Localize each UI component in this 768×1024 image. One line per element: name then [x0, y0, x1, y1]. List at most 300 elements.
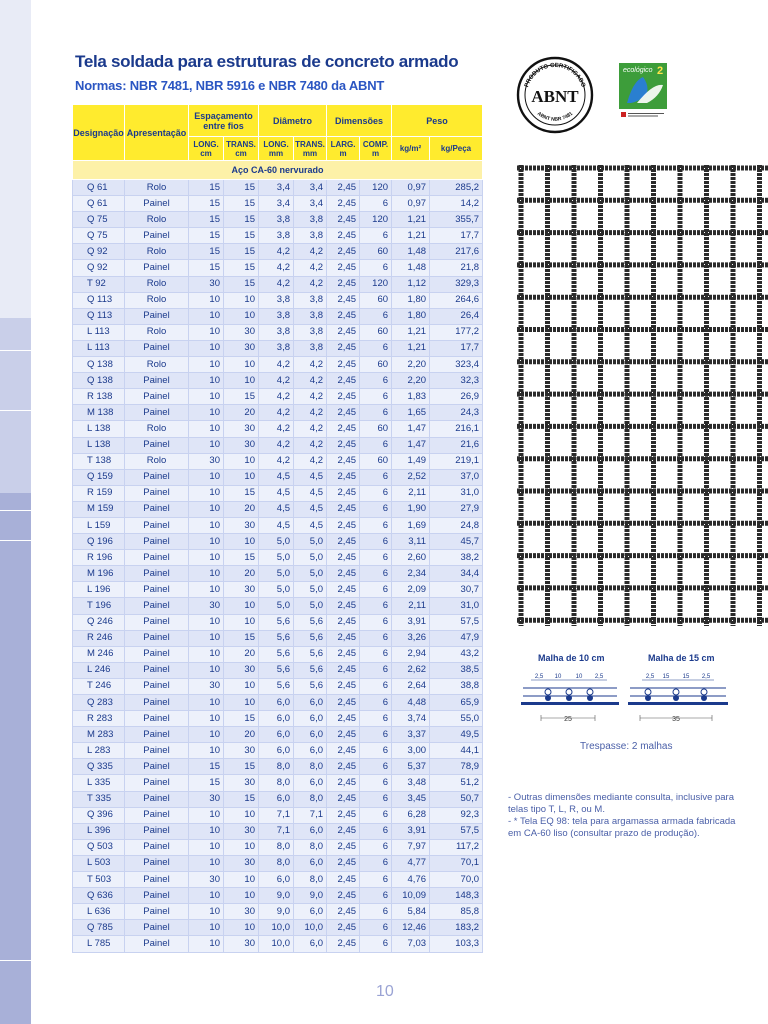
table-cell: 9,0: [259, 904, 294, 920]
table-cell: 5,0: [294, 534, 327, 550]
table-cell: 78,9: [430, 759, 483, 775]
table-cell: 2,45: [327, 228, 360, 244]
table-cell: 10: [189, 405, 224, 421]
table-cell: 6: [360, 727, 392, 743]
table-cell: Painel: [125, 308, 189, 324]
table-cell: 10,0: [259, 920, 294, 936]
table-cell: 2,45: [327, 678, 360, 694]
table-cell: 10: [189, 534, 224, 550]
table-row: [73, 292, 483, 308]
table-cell: 5,6: [294, 678, 327, 694]
diagram-10cm-title: Malha de 10 cm: [538, 653, 605, 663]
table-cell: Painel: [125, 662, 189, 678]
table-cell: 4,2: [259, 421, 294, 437]
table-cell: 1,83: [392, 389, 430, 405]
table-cell: 2,45: [327, 180, 360, 196]
table-cell: L 283: [73, 743, 125, 759]
table-cell: 45,7: [430, 534, 483, 550]
table-cell: 3,37: [392, 727, 430, 743]
abnt-ring-top-text: PRODUTO CERTIFICADO: [524, 62, 586, 89]
table-row: [73, 389, 483, 405]
table-cell: 5,6: [294, 662, 327, 678]
table-cell: 6: [360, 807, 392, 823]
table-cell: 4,2: [259, 405, 294, 421]
table-cell: 10: [189, 662, 224, 678]
table-cell: 4,2: [294, 244, 327, 260]
table-cell: 37,0: [430, 469, 483, 485]
table-cell: 4,2: [294, 405, 327, 421]
table-cell: 4,48: [392, 695, 430, 711]
table-cell: 10: [189, 340, 224, 356]
table-cell: 4,2: [259, 437, 294, 453]
table-row: [73, 373, 483, 389]
table-cell: T 335: [73, 791, 125, 807]
table-cell: Painel: [125, 759, 189, 775]
table-cell: 30: [224, 743, 259, 759]
table-cell: 6: [360, 775, 392, 791]
table-cell: 2,20: [392, 357, 430, 373]
table-cell: 6: [360, 260, 392, 276]
trespasse-label: Trespasse: 2 malhas: [580, 741, 673, 752]
table-cell: Painel: [125, 695, 189, 711]
table-row: [73, 791, 483, 807]
header-long-mm: LONG. mm: [259, 137, 294, 161]
table-cell: 30: [224, 775, 259, 791]
table-cell: 4,2: [294, 276, 327, 292]
table-row: [73, 485, 483, 501]
dim-label: 15: [662, 674, 670, 680]
table-cell: 51,2: [430, 775, 483, 791]
diagram-15cm: [626, 666, 736, 728]
table-cell: 2,45: [327, 534, 360, 550]
table-cell: 6: [360, 534, 392, 550]
table-cell: 2,11: [392, 598, 430, 614]
table-cell: 3,4: [259, 180, 294, 196]
table-row: [73, 711, 483, 727]
table-cell: 0,97: [392, 180, 430, 196]
table-cell: 3,8: [294, 340, 327, 356]
table-cell: 15: [224, 550, 259, 566]
table-cell: 2,45: [327, 405, 360, 421]
table-cell: 2,45: [327, 775, 360, 791]
table-cell: 10: [189, 727, 224, 743]
table-cell: Q 785: [73, 920, 125, 936]
table-cell: 4,2: [259, 244, 294, 260]
table-cell: Painel: [125, 485, 189, 501]
table-cell: 2,45: [327, 711, 360, 727]
table-cell: 6,0: [294, 695, 327, 711]
dim-label: 2,5: [594, 674, 604, 680]
table-cell: 1,48: [392, 260, 430, 276]
table-row: [73, 695, 483, 711]
table-cell: 15: [224, 759, 259, 775]
table-cell: 3,91: [392, 823, 430, 839]
table-cell: 7,97: [392, 839, 430, 855]
table-cell: L 113: [73, 324, 125, 340]
table-cell: 31,0: [430, 598, 483, 614]
table-cell: 4,2: [259, 453, 294, 469]
table-cell: 6: [360, 308, 392, 324]
table-row: [73, 807, 483, 823]
table-cell: L 246: [73, 662, 125, 678]
table-cell: Rolo: [125, 244, 189, 260]
table-cell: 14,2: [430, 196, 483, 212]
table-cell: 6: [360, 340, 392, 356]
table-row: [73, 453, 483, 469]
table-cell: 6: [360, 743, 392, 759]
table-row: [73, 260, 483, 276]
table-cell: 38,2: [430, 550, 483, 566]
table-cell: 5,6: [259, 630, 294, 646]
table-cell: 8,0: [294, 872, 327, 888]
table-cell: 8,0: [294, 759, 327, 775]
table-cell: 57,5: [430, 823, 483, 839]
table-cell: 4,77: [392, 855, 430, 871]
table-cell: 6: [360, 566, 392, 582]
table-cell: 8,0: [294, 839, 327, 855]
table-cell: 9,0: [259, 888, 294, 904]
table-cell: 6,0: [294, 936, 327, 952]
notes: [508, 792, 738, 840]
table-cell: 30: [189, 678, 224, 694]
table-cell: 5,6: [259, 678, 294, 694]
page-number: 10: [376, 983, 394, 1000]
table-cell: 4,2: [294, 453, 327, 469]
table-cell: 7,03: [392, 936, 430, 952]
table-cell: 6: [360, 888, 392, 904]
table-cell: Rolo: [125, 180, 189, 196]
eco-number-text: 2: [657, 65, 664, 77]
table-cell: 15: [189, 228, 224, 244]
table-cell: 2,45: [327, 308, 360, 324]
table-cell: 6: [360, 373, 392, 389]
table-cell: 15: [224, 196, 259, 212]
table-cell: 2,45: [327, 566, 360, 582]
table-cell: 10: [189, 807, 224, 823]
table-cell: 2,45: [327, 340, 360, 356]
table-cell: 3,26: [392, 630, 430, 646]
table-cell: 30: [224, 855, 259, 871]
table-cell: 85,8: [430, 904, 483, 920]
table-cell: 26,9: [430, 389, 483, 405]
table-cell: 10: [224, 839, 259, 855]
table-cell: 8,0: [259, 759, 294, 775]
table-cell: 329,3: [430, 276, 483, 292]
table-cell: 120: [360, 212, 392, 228]
table-cell: Rolo: [125, 453, 189, 469]
table-cell: 2,45: [327, 823, 360, 839]
table-cell: Painel: [125, 936, 189, 952]
table-cell: 4,2: [294, 389, 327, 405]
dim-label: 10: [554, 674, 562, 680]
table-cell: 4,2: [294, 357, 327, 373]
table-cell: 15: [224, 212, 259, 228]
table-cell: 10: [189, 324, 224, 340]
table-cell: 7,1: [259, 823, 294, 839]
table-cell: 60: [360, 324, 392, 340]
table-cell: 6: [360, 501, 392, 517]
table-cell: Rolo: [125, 357, 189, 373]
table-cell: 15: [224, 260, 259, 276]
table-cell: 60: [360, 244, 392, 260]
table-cell: 10: [224, 308, 259, 324]
table-cell: 10: [189, 389, 224, 405]
table-cell: 15: [189, 244, 224, 260]
table-cell: R 196: [73, 550, 125, 566]
table-row: [73, 888, 483, 904]
table-cell: 10: [189, 357, 224, 373]
table-cell: 2,45: [327, 872, 360, 888]
table-cell: 219,1: [430, 453, 483, 469]
table-cell: 2,11: [392, 485, 430, 501]
table-cell: Painel: [125, 501, 189, 517]
table-cell: 10: [224, 453, 259, 469]
table-cell: 10: [224, 598, 259, 614]
table-cell: 92,3: [430, 807, 483, 823]
table-cell: 6,0: [294, 743, 327, 759]
table-row: [73, 823, 483, 839]
table-cell: 1,48: [392, 244, 430, 260]
table-cell: 60: [360, 453, 392, 469]
table-cell: Painel: [125, 823, 189, 839]
table-cell: 3,8: [259, 308, 294, 324]
table-cell: 10: [189, 920, 224, 936]
table-cell: 6,0: [294, 727, 327, 743]
table-cell: 2,45: [327, 662, 360, 678]
table-cell: L 785: [73, 936, 125, 952]
table-cell: Painel: [125, 517, 189, 533]
table-cell: Painel: [125, 855, 189, 871]
table-row: [73, 244, 483, 260]
table-cell: 1,21: [392, 228, 430, 244]
table-cell: 103,3: [430, 936, 483, 952]
table-cell: 15: [224, 228, 259, 244]
header-larg-m: LARG. m: [327, 137, 360, 161]
table-cell: 4,5: [259, 485, 294, 501]
table-cell: 3,91: [392, 614, 430, 630]
table-cell: Rolo: [125, 276, 189, 292]
table-cell: 6: [360, 630, 392, 646]
table-cell: Q 61: [73, 180, 125, 196]
table-cell: 65,9: [430, 695, 483, 711]
table-row: [73, 276, 483, 292]
table-cell: R 159: [73, 485, 125, 501]
table-cell: 15: [224, 276, 259, 292]
table-cell: 2,45: [327, 421, 360, 437]
table-cell: 4,5: [294, 485, 327, 501]
table-cell: 2,64: [392, 678, 430, 694]
table-cell: 6: [360, 485, 392, 501]
table-cell: Painel: [125, 405, 189, 421]
table-cell: 38,8: [430, 678, 483, 694]
table-row: [73, 614, 483, 630]
table-cell: 3,8: [294, 324, 327, 340]
header-diametro: Diâmetro: [259, 105, 327, 137]
table-cell: 10: [189, 566, 224, 582]
table-cell: Painel: [125, 630, 189, 646]
table-cell: 10: [189, 582, 224, 598]
table-cell: 60: [360, 421, 392, 437]
table-cell: 10: [189, 308, 224, 324]
table-cell: 6: [360, 695, 392, 711]
table-cell: 20: [224, 501, 259, 517]
table-cell: 5,0: [294, 566, 327, 582]
table-cell: 10: [189, 437, 224, 453]
table-cell: Q 92: [73, 260, 125, 276]
eco-badge-text: ecológico: [623, 67, 653, 74]
table-cell: 6: [360, 872, 392, 888]
abnt-ring-bottom-text: ABNT NBR 7481: [535, 110, 575, 123]
table-cell: 5,0: [259, 566, 294, 582]
table-cell: 2,45: [327, 469, 360, 485]
table-cell: 8,0: [294, 791, 327, 807]
table-cell: 10: [224, 695, 259, 711]
table-cell: 6: [360, 839, 392, 855]
table-cell: Painel: [125, 469, 189, 485]
table-cell: 2,45: [327, 550, 360, 566]
table-cell: 1,21: [392, 324, 430, 340]
table-cell: 10: [189, 823, 224, 839]
table-cell: Q 75: [73, 212, 125, 228]
table-cell: 1,21: [392, 212, 430, 228]
table-cell: 32,3: [430, 373, 483, 389]
table-cell: Painel: [125, 743, 189, 759]
table-cell: 117,2: [430, 839, 483, 855]
table-row: [73, 598, 483, 614]
table-row: [73, 662, 483, 678]
table-cell: Q 61: [73, 196, 125, 212]
table-cell: 10: [189, 501, 224, 517]
table-cell: 5,6: [259, 662, 294, 678]
table-cell: 47,9: [430, 630, 483, 646]
table-cell: Painel: [125, 727, 189, 743]
table-body: [73, 180, 483, 953]
table-cell: 6: [360, 711, 392, 727]
table-cell: 17,7: [430, 340, 483, 356]
table-cell: 15: [224, 485, 259, 501]
table-cell: 10: [189, 614, 224, 630]
table-cell: 4,2: [294, 437, 327, 453]
table-cell: Q 113: [73, 292, 125, 308]
table-cell: 30: [224, 517, 259, 533]
table-cell: 2,45: [327, 920, 360, 936]
table-cell: 10: [189, 936, 224, 952]
table-cell: Painel: [125, 437, 189, 453]
table-cell: 6: [360, 936, 392, 952]
table-cell: Painel: [125, 340, 189, 356]
table-row: [73, 180, 483, 196]
table-cell: Q 113: [73, 308, 125, 324]
table-cell: 15: [189, 759, 224, 775]
table-cell: 3,45: [392, 791, 430, 807]
table-cell: 3,8: [294, 228, 327, 244]
table-cell: 31,0: [430, 485, 483, 501]
table-cell: 15: [224, 244, 259, 260]
table-cell: Rolo: [125, 212, 189, 228]
table-row: [73, 534, 483, 550]
table-cell: L 138: [73, 421, 125, 437]
table-cell: 57,5: [430, 614, 483, 630]
table-cell: Painel: [125, 598, 189, 614]
diagram-10cm: [517, 666, 627, 728]
table-cell: 217,6: [430, 244, 483, 260]
table-cell: Q 396: [73, 807, 125, 823]
table-cell: 2,45: [327, 260, 360, 276]
table-cell: 3,8: [259, 340, 294, 356]
table-cell: Painel: [125, 646, 189, 662]
table-cell: 4,2: [294, 260, 327, 276]
table-cell: Painel: [125, 582, 189, 598]
table-cell: 183,2: [430, 920, 483, 936]
table-cell: 10,09: [392, 888, 430, 904]
table-cell: 9,0: [294, 888, 327, 904]
table-row: [73, 936, 483, 952]
table-row: [73, 324, 483, 340]
table-cell: 2,45: [327, 727, 360, 743]
table-cell: 2,45: [327, 389, 360, 405]
table-row: [73, 646, 483, 662]
table-cell: 2,52: [392, 469, 430, 485]
table-cell: 1,47: [392, 421, 430, 437]
table-cell: T 246: [73, 678, 125, 694]
table-cell: 120: [360, 180, 392, 196]
table-cell: Painel: [125, 872, 189, 888]
table-cell: 44,1: [430, 743, 483, 759]
table-row: [73, 920, 483, 936]
table-cell: 216,1: [430, 421, 483, 437]
table-cell: 120: [360, 276, 392, 292]
table-cell: 10: [224, 357, 259, 373]
table-cell: 5,6: [294, 614, 327, 630]
table-cell: M 196: [73, 566, 125, 582]
band-divider: [0, 960, 31, 961]
table-cell: 355,7: [430, 212, 483, 228]
dim-label: 2,5: [645, 674, 655, 680]
table-cell: L 335: [73, 775, 125, 791]
table-cell: 5,6: [294, 630, 327, 646]
table-cell: 24,3: [430, 405, 483, 421]
table-cell: 1,90: [392, 501, 430, 517]
table-row: [73, 904, 483, 920]
table-cell: 6: [360, 228, 392, 244]
table-cell: 30: [189, 453, 224, 469]
table-cell: 1,80: [392, 292, 430, 308]
table-row: [73, 775, 483, 791]
steel-type-row: Aço CA-60 nervurado: [73, 161, 483, 180]
table-cell: 3,48: [392, 775, 430, 791]
table-cell: 1,80: [392, 308, 430, 324]
table-cell: 10: [224, 678, 259, 694]
table-cell: Q 196: [73, 534, 125, 550]
table-cell: 30: [189, 598, 224, 614]
table-cell: 3,8: [259, 212, 294, 228]
table-row: [73, 759, 483, 775]
table-cell: Painel: [125, 839, 189, 855]
table-cell: 3,8: [294, 308, 327, 324]
table-cell: 2,45: [327, 759, 360, 775]
table-cell: 5,37: [392, 759, 430, 775]
table-cell: 3,00: [392, 743, 430, 759]
table-cell: 30: [224, 582, 259, 598]
svg-text:PRODUTO CERTIFICADO: [524, 63, 586, 89]
table-cell: 3,8: [294, 212, 327, 228]
table-cell: 2,45: [327, 244, 360, 260]
table-cell: 30: [189, 872, 224, 888]
table-cell: Painel: [125, 791, 189, 807]
table-cell: 2,62: [392, 662, 430, 678]
table-cell: 6: [360, 598, 392, 614]
table-cell: 2,45: [327, 695, 360, 711]
